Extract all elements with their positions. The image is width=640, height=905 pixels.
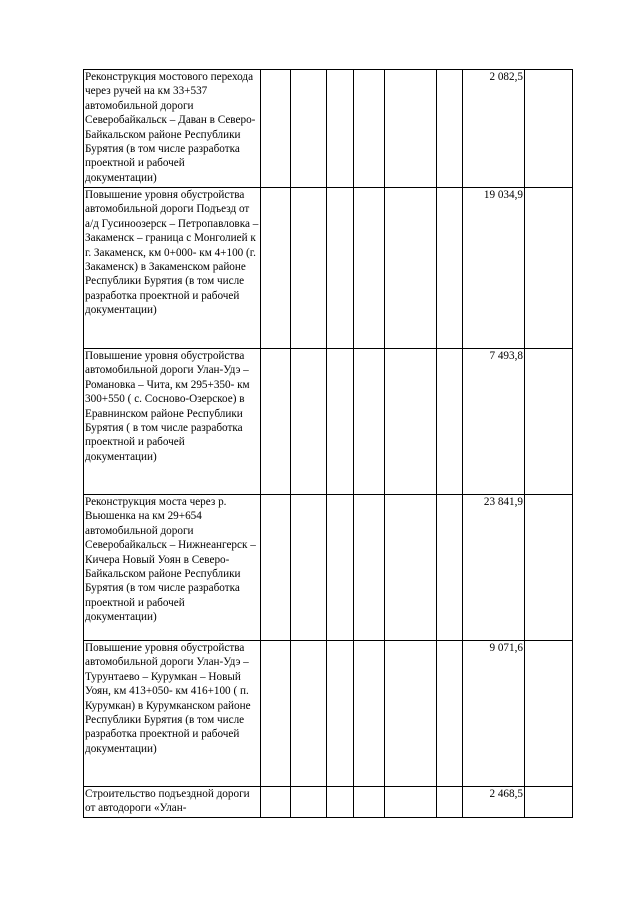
amount-cell: 2 468,5 (463, 787, 525, 818)
empty-cell (261, 349, 291, 495)
empty-cell (291, 641, 327, 787)
empty-cell (261, 787, 291, 818)
table-row (84, 349, 573, 495)
empty-cell (354, 787, 385, 818)
empty-cell (261, 70, 291, 188)
empty-cell (385, 495, 437, 641)
empty-cell (437, 787, 463, 818)
object-name-cell: Реконструкция мостового перехода через ручей на км 33+537 автомобильной дороги Северобайкальск – Даван в Северо-Байкальском районе Республики Бурятия (в том числе разработка проектной и рабочей документации) (84, 70, 261, 188)
empty-cell (385, 641, 437, 787)
empty-cell (261, 495, 291, 641)
empty-cell (354, 188, 385, 349)
empty-cell (525, 787, 573, 818)
empty-cell (261, 188, 291, 349)
empty-cell (525, 70, 573, 188)
empty-cell (385, 349, 437, 495)
empty-cell (437, 70, 463, 188)
empty-cell (327, 188, 354, 349)
empty-cell (525, 641, 573, 787)
table-row (84, 188, 573, 349)
object-name-cell: Повышение уровня обустройства автомобильной дороги Подъезд от а/д Гусиноозерск – Петропавловка – Закаменск – граница с Монголией к г. Закаменск, км 0+000- км 4+100 (г. Закаменск) в Закаменском районе Республики Бурятия (в том числе разработка проектной и рабочей документации) (84, 188, 261, 349)
empty-cell (291, 188, 327, 349)
empty-cell (385, 188, 437, 349)
amount-cell: 2 082,5 (463, 70, 525, 188)
empty-cell (291, 787, 327, 818)
empty-cell (354, 641, 385, 787)
empty-cell (327, 495, 354, 641)
empty-cell (327, 349, 354, 495)
empty-cell (437, 641, 463, 787)
amount-cell: 9 071,6 (463, 641, 525, 787)
empty-cell (525, 188, 573, 349)
empty-cell (327, 787, 354, 818)
empty-cell (291, 349, 327, 495)
empty-cell (437, 188, 463, 349)
table-row (84, 495, 573, 641)
empty-cell (385, 787, 437, 818)
empty-cell (327, 70, 354, 188)
object-name-cell: Строительство подъездной дороги от автодороги «Улан- (84, 787, 261, 818)
empty-cell (354, 495, 385, 641)
empty-cell (437, 495, 463, 641)
table-row (84, 70, 573, 188)
empty-cell (261, 641, 291, 787)
object-name-cell: Повышение уровня обустройства автомобильной дороги Улан-Удэ – Турунтаево – Курумкан – Новый Уоян, км 413+050- км 416+100 ( п. Курумкан) в Курумканском районе Республики Бурятия (в том числе разработка проектной и рабочей документации) (84, 641, 261, 787)
empty-cell (525, 495, 573, 641)
table-row (84, 787, 573, 818)
amount-cell: 19 034,9 (463, 188, 525, 349)
empty-cell (354, 349, 385, 495)
object-name-cell: Реконструкция моста через р. Вьюшенка на км 29+654 автомобильной дороги Северобайкальск – Нижнеангерск – Кичера Новый Уоян в Северо-Байкальском районе Республики Бурятия (в том числе разработка проектной и рабочей документации) (84, 495, 261, 641)
empty-cell (291, 70, 327, 188)
amount-cell: 7 493,8 (463, 349, 525, 495)
empty-cell (291, 495, 327, 641)
empty-cell (437, 349, 463, 495)
object-name-cell: Повышение уровня обустройства автомобильной дороги Улан-Удэ – Романовка – Чита, км 295+350- км 300+550 ( с. Сосново-Озерское) в Еравнинском районе Республики Бурятия ( в том числе разработка проектной и рабочей документации) (84, 349, 261, 495)
empty-cell (354, 70, 385, 188)
empty-cell (327, 641, 354, 787)
empty-cell (385, 70, 437, 188)
empty-cell (525, 349, 573, 495)
table-row (84, 641, 573, 787)
amount-cell: 23 841,9 (463, 495, 525, 641)
data-table (83, 69, 573, 818)
